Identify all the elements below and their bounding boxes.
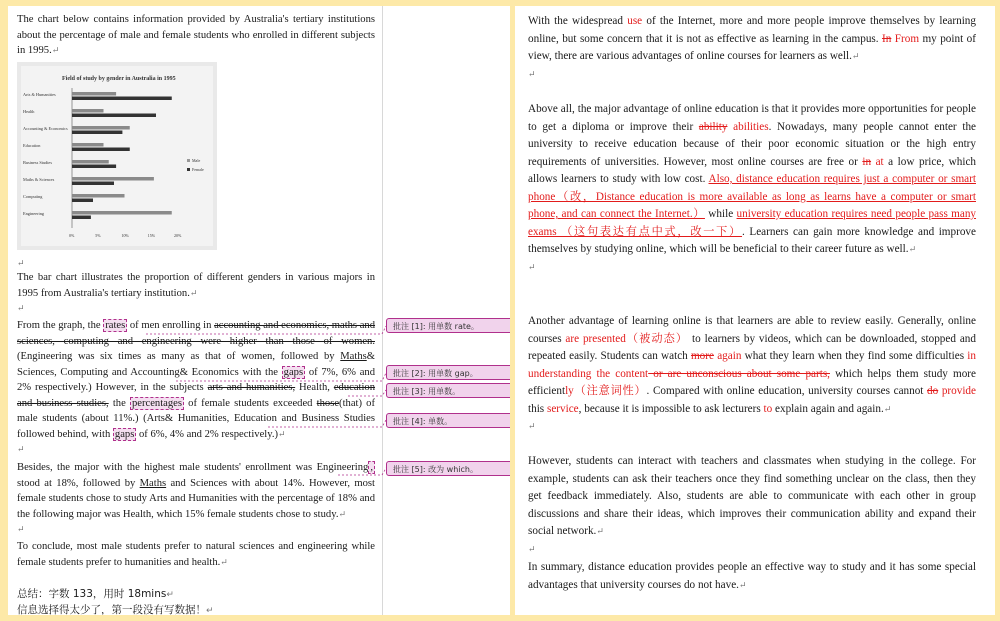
comment-connectors: [8, 6, 510, 615]
essay-paragraph-5: In summary, distance education provides people an effective way to study and it has some special advantages that university courses do not have.↵: [528, 561, 976, 591]
legend-male: Male: [192, 158, 201, 163]
summary-line-1: 总结：字数 133，用时 18mins↵: [17, 588, 174, 600]
chart-category-label: Maths & Sciences: [23, 177, 55, 182]
essay-paragraph-1: With the widespread use of the Internet, more and more people improve themselves by learning online, but some concern that it is not as effective as learning in the campus. In From my point of view, there are various advantages of online courses for learners as well.↵ ↵: [528, 15, 976, 79]
body-paragraph-1: From the graph, the rates of men enrolling in accounting and economics, maths and sciences, computing and engineering were higher than those of women. (Engineering was six times as many as that of women, followed by Maths& Sciences, Computing and Accounting& Economics with the gaps of 7%, 6% and 2% respectively.) However, in the subjects arts and humanities, Health, education and business studies, the percentages of female students exceeded those(that) of male students (about 11%.) (Arts& Humanities, Education and Business Studies followed behind, with gaps of 6%, 4% and 2% respectively.)↵ ↵: [17, 320, 376, 454]
chart-tick-label: 10%: [121, 233, 129, 238]
right-document-page: [515, 6, 995, 615]
chart-category-label: Arts & Humanities: [23, 92, 56, 97]
chart-title: Field of study by gender in Australia in 1995: [62, 76, 176, 82]
chart-category-label: Education: [23, 143, 41, 148]
chart-tick-label: 0%: [69, 233, 75, 238]
summary-line-2: 信息选择得太少了，第一段没有写数据！↵: [17, 604, 214, 615]
overview-paragraph: The bar chart illustrates the proportion of different genders in various majors in 1995 from Australia's tertiary institution.↵ ↵: [17, 272, 375, 313]
chart-category-label: Health: [23, 109, 35, 114]
chart-tick-label: 20%: [174, 233, 182, 238]
comment-anchor-rates[interactable]: rates: [105, 320, 126, 331]
comment-4[interactable]: 批注 [4]: 单数。: [386, 413, 510, 428]
legend-female: Female: [192, 167, 204, 172]
chart-category-label: Computing: [23, 194, 43, 199]
chart-category-label: Accounting & Economics: [23, 126, 68, 131]
intro-paragraph: The chart below contains information provided by Australia's tertiary institutions about the percentage of male and female students who enrolled in different subjects in 1995.↵: [17, 14, 375, 56]
chart-tick-label: 15%: [147, 233, 156, 238]
essay-paragraph-3: Another advantage of learning online is that learners are able to review easily. Generally, online courses are presented（被动态） to learners by videos, which can be downloaded, stopped and repeated easily. Students can watch more again what they learn when they find some difficulties in understanding the content or are unconscious about some parts, which helps them study more efficiently（注意词性）. Compared with online education, university courses cannot do provide this service, because it is impossible to ask lecturers to explain again and again.↵ ↵: [528, 315, 976, 431]
chart-category-label: Business Studies: [23, 160, 53, 165]
comment-anchor-gaps-1[interactable]: gaps: [283, 366, 304, 378]
comment-anchor-gaps-2[interactable]: gaps: [114, 428, 135, 440]
conclusion-paragraph: To conclude, most male students prefer to natural sciences and engineering while female students prefer to humanities and health.↵: [17, 541, 375, 568]
chart-tick-label: 5%: [95, 233, 101, 238]
chart-category-label: Engineering: [23, 211, 44, 216]
body-paragraph-2: Besides, the major with the highest male students' enrollment was Engineering , stood at 18%, followed by Maths and Sciences with about 14%. However, most female students chose to study Arts and Humanities with the percentage of 18% and the following major was Health, which 15% female students chose to study.↵ ↵: [17, 462, 375, 534]
essay-paragraph-2: Above all, the major advantage of online education is that it provides more opportunities for people to get a diploma or improve their ability abilities. Nowadays, many people cannot enter the university to receive education because of their poor economic situation or the high entry requirements of universities. However, most online courses are free or in at a low price, which allows learners to study with low cost. Also, distance education requires just a computer or smart phone（改，Distance education is more available as long as learns have a computer or smart phone, and can connect the Internet.） while university education requires need people pass many exams （这句表达有点中式，改一下）. Learners can gain more knowledge and improve themselves by studying online, which will be beneficial to their career future as well.↵ ↵: [528, 103, 977, 272]
comment-5[interactable]: 批注 [5]: 改为 which。: [386, 461, 510, 476]
left-document-page: [8, 6, 510, 615]
comment-2[interactable]: 批注 [2]: 用单数 gap。: [386, 365, 510, 380]
comment-3[interactable]: 批注 [3]: 用单数。: [386, 383, 510, 398]
comment-anchor-percentages[interactable]: percentages: [131, 397, 182, 409]
comment-1[interactable]: 批注 [1]: 用单数 rate。: [386, 318, 510, 333]
comment-anchor-comma[interactable]: ,: [370, 462, 373, 473]
essay-paragraph-4: However, students can interact with teachers and classmates when studying in the college. For example, students can ask their teachers once they find something unclear on the class, then they get feedback immediately. Also, students are able to communicate with each other in group discussions and share their ideas, which improves their communication ability and expand their social network.↵ ↵: [528, 455, 976, 554]
empty-para-1: ↵: [17, 258, 25, 268]
